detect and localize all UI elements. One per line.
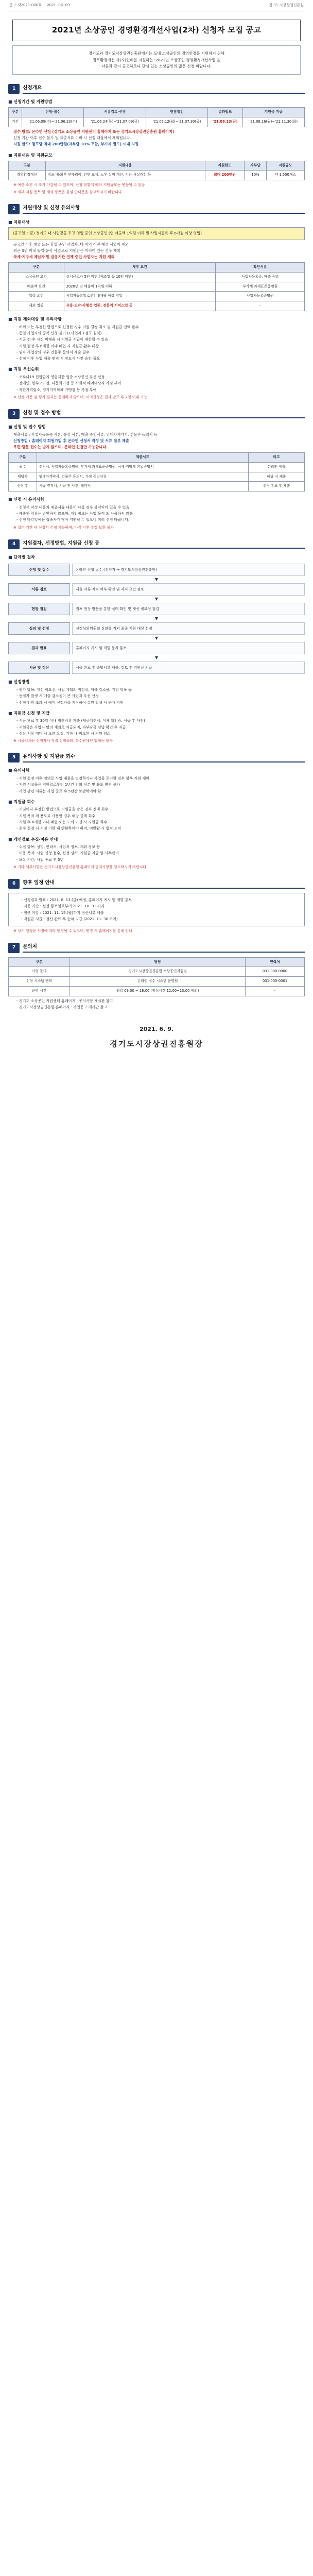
top-bar: [8, 0, 305, 11]
subsection-title: ■ 지원금 신청 및 지급: [8, 710, 305, 717]
list-item: - 경기도시장상권진흥원 홈페이지 : 사업공고 게시판 참고: [16, 1005, 305, 1010]
subsection-title: ■ 신청기간 및 지원방법: [8, 99, 305, 105]
subsection-title: ■ 지원 우선순위: [8, 366, 305, 372]
list-item: - 제출된 서류는 반환하지 않으며, 개인정보는 사업 목적 외 사용하지 않음: [16, 511, 305, 516]
info-line: 신청 기간 이후 접수 불가 및 제출서류 미비 시 선정 대상에서 제외됩니다.: [13, 135, 131, 141]
list-item: - 정산 마감 : 2021. 11. 15.(월)까지 정산서류 제출: [21, 910, 300, 916]
table-header: 신청·접수: [22, 107, 83, 117]
flow-desc: 선정심의위원회 심의를 거쳐 최종 지원 대상 선정: [72, 622, 305, 635]
section-3-header: [8, 409, 305, 419]
list-item: - 지원 결정 이후 임의로 사업 내용을 변경하거나 사업을 포기할 경우 향후 지원 제한: [16, 776, 305, 781]
table-cell: 신청 시스템 문의: [9, 977, 70, 987]
list-item: - 임차 사업장의 경우 건물주 동의서 제출 필수: [16, 350, 305, 355]
intro-box: [12, 45, 301, 75]
table-header: 구분: [9, 107, 22, 117]
section-title: 신청 및 접수 방법: [23, 410, 305, 419]
flow-step: 결과 발표: [8, 642, 70, 654]
list-item: - 지원금 지급 : 정산 완료 후 순차 지급 (2021. 11. 30.까지): [21, 917, 300, 922]
table-cell: 임대차계약서, 건물주 동의서, 가점 증빙서류: [37, 472, 248, 482]
flow-desc: 온라인 신청 접수 (신청자 → 경기도시장상권진흥원): [72, 564, 305, 576]
table-cell: 부가세 과세표준증명원: [216, 282, 305, 292]
table-row: [9, 967, 305, 977]
intro-line: 경기도와 경기도시장상권진흥원에서는 도내 소상공인의 경영안정을 지원하기 위해: [89, 50, 224, 56]
table-cell: -: [216, 301, 305, 311]
table-cell: 업력 요건: [9, 292, 64, 301]
table-header: 제출서류: [37, 452, 248, 462]
list-item: - 보유 기간: 사업 종료 후 5년: [16, 857, 305, 862]
table-cell: 온라인 접수 시스템 운영팀: [70, 977, 246, 987]
section-number: 1: [8, 84, 20, 94]
list-item: - 지원 목적 외 용도로 사용한 경우 해당 금액 회수: [16, 814, 305, 819]
flow-step: 심의 및 선정: [8, 622, 70, 635]
table-row: [9, 117, 305, 127]
list-item: - 이용 목적: 사업 신청 접수, 선정 심사, 지원금 지급 및 사후관리: [16, 851, 305, 856]
list-item: - 수집 항목: 성명, 연락처, 사업자 정보, 계좌 정보 등: [16, 844, 305, 850]
table-cell: 해당 시 제출: [249, 472, 305, 482]
subsection-title: ■ 지원대상: [8, 219, 305, 226]
table-cell: 최대 200만원: [205, 171, 245, 180]
section-title: 문의처: [23, 943, 305, 953]
table-cell: 해당자: [9, 472, 37, 482]
table-cell: 경기도시장상권진흥원 소상공인지원팀: [70, 967, 246, 977]
table-cell: 031-000-0000: [246, 967, 305, 977]
note-line: ※ 상기 일정은 사정에 따라 변경될 수 있으며, 변경 시 홈페이지를 통해 안내: [13, 929, 132, 934]
subsection-title: ■ 유의사항: [8, 768, 305, 774]
subsection-title: ■ 지원금 회수: [8, 799, 305, 805]
table-header: 확인서류: [216, 262, 305, 272]
table-header: 구분: [9, 262, 64, 272]
flow-step: 서류 검토: [8, 583, 70, 596]
section-5-header: [8, 753, 305, 762]
table-cell: '21.08.16(월)~'21.11.30(화): [242, 117, 304, 127]
table-row: [9, 301, 305, 311]
flow-step: 신청 및 접수: [8, 564, 70, 576]
list-item: - 시공 완료 후 30일 이내 정산서류 제출 (세금계산서, 이체 확인증, 시공 후 사진): [16, 718, 305, 723]
flow-step: 현장 점검: [8, 603, 70, 615]
table-cell: 선정 통보 후 제출: [249, 482, 305, 492]
table-row: [9, 462, 305, 472]
list-item: - 선정결과 발표 : 2021. 8. 13.(금) 예정, 홈페이지 게시 및 개별 통보: [21, 897, 300, 903]
list-item: - 사업 관련 서류는 사업 종료 후 5년간 보관하여야 함: [16, 789, 305, 794]
table-row: [9, 171, 305, 180]
section-4-header: [8, 539, 305, 549]
flow-desc: 시공 완료 후 증빙서류 제출, 검토 후 지원금 지급: [72, 662, 305, 674]
section-number: 2: [8, 204, 20, 214]
list-item: - 거짓이나 부정한 방법으로 지원금을 받은 경우 전액 회수: [16, 807, 305, 812]
page-title: 2021년 소상공인 경영환경개선사업(2차) 신청자 모집 공고: [12, 20, 301, 41]
list-item: - 신청서 작성 내용과 제출서류 내용이 다를 경우 불이익이 있을 수 있음: [16, 505, 305, 510]
subsection-title: ■ 단계별 절차: [8, 554, 305, 561]
section-7-header: [8, 943, 305, 953]
table-cell: 사업자등록증명원: [216, 292, 305, 301]
issuer-name: 경기도시장상권진흥원: [269, 3, 304, 8]
list-item: - 회수 결정 시 지정 기한 내 반환하여야 하며, 미반환 시 법적 조치: [16, 826, 305, 831]
list-item: - 정산 서류 미비 시 보완 요청, 기한 내 미보완 시 지원 취소: [16, 731, 305, 736]
footer-org: 경기도시장상권진흥원장: [110, 1039, 203, 1049]
table-header: 지원한도: [205, 161, 245, 171]
arrow-down-icon: ▼: [154, 636, 159, 641]
table-row: [9, 282, 305, 292]
table-cell: 2020년 연 매출액 1억원 이하: [64, 282, 216, 292]
list-item: - 경기도 소상공인 지원센터 홈페이지 : 공지사항 게시판 참고: [16, 998, 305, 1004]
arrow-down-icon: ▼: [154, 577, 159, 582]
list-item: - 지원 시설물은 지원일로부터 1년간 임의 처분 및 용도 변경 불가: [16, 782, 305, 787]
table-cell: 10%: [245, 171, 266, 180]
table-cell: 031-000-0001: [246, 977, 305, 987]
arrow-down-icon: ▼: [154, 655, 159, 660]
note-line: ※ 선정 기준 및 평가 결과는 공개하지 않으며, 이의신청은 결과 발표 후 7일 이내 가능: [13, 395, 148, 399]
table-cell: '21.08.13(금): [208, 117, 242, 127]
info-line: 공고일 이후 폐업 또는 휴업 중인 사업자, 타 지역 이전 예정 사업자 제외: [13, 242, 129, 247]
section-2-header: [8, 204, 305, 214]
process-flow: [8, 564, 305, 674]
table-row: [9, 472, 305, 482]
table-row: [9, 292, 305, 301]
flow-desc: 제출 서류 적격 여부 확인 및 자격 요건 검토: [72, 583, 305, 596]
section-1-header: [8, 84, 305, 94]
table-header: 비고: [249, 452, 305, 462]
table-header: 서류검토·선정: [84, 107, 146, 117]
note-line: ※ 세부 지원 품목 및 제외 품목은 붙임 안내문을 참고하시기 바랍니다.: [13, 190, 123, 195]
table-cell: '21.06.24(목)~'21.07.09(금): [84, 117, 146, 127]
table-cell: 평일 09:00 ~ 18:00 (점심시간 12:00~13:00 제외): [70, 987, 246, 996]
table-cell: 사업 문의: [9, 967, 70, 977]
table-cell: 상시근로자 5인 미만 (제조업 등 10인 미만): [64, 272, 216, 282]
list-item: - 지원 후 6개월 이내 폐업 또는 도외 이전 시 지원금 회수: [16, 820, 305, 825]
flow-row: [8, 662, 305, 674]
table-cell: 선정 후: [9, 482, 37, 492]
section-number: 7: [8, 943, 20, 953]
section-number: 6: [8, 879, 20, 889]
table-cell: 점포 내·외부 인테리어, 간판 교체, 노후 설비 개선, 기타 시설개선 등: [45, 171, 205, 180]
info-line: 지원 한도: 점포당 최대 200만원(자부담 10% 포함, 부가세 별도) 이내 지원: [13, 142, 138, 147]
section-number: 3: [8, 409, 20, 419]
subsection-title: ■ 선정방법: [8, 679, 305, 685]
section-number: 5: [8, 753, 20, 762]
documents-table: [8, 452, 305, 492]
table-row: [9, 482, 305, 492]
table-cell: '21.07.12(월)~'21.07.30(금): [146, 117, 207, 127]
table-cell: 사업자등록일로부터 6개월 이상 영업: [64, 292, 216, 301]
list-item: - 장애인, 한부모가정, 다문화가정 등 사회적 배려대상자 가점 부여: [16, 381, 305, 386]
schedule-box: [8, 893, 305, 926]
table-cell: 기간: [9, 117, 22, 127]
subsection-title: ■ 지원내용 및 지원규모: [8, 152, 305, 159]
table-header: 지원규모: [266, 161, 304, 171]
flow-row: [8, 642, 305, 654]
table-cell: 유흥·도박·사행성 업종, 전문직 서비스업 등: [64, 301, 216, 311]
section-title: 유의사항 및 지원금 회수: [23, 753, 305, 762]
table-cell: 필수: [9, 462, 37, 472]
intro-line: 다음과 같이 공고하오니 관심 있는 소상공인의 많은 신청 바랍니다.: [101, 64, 212, 69]
table-cell: -: [246, 987, 305, 996]
list-item: - 코로나19 집합금지·영업제한 업종 소상공인 우선 선정: [16, 375, 305, 380]
eligibility-table: [8, 262, 305, 311]
table-cell: 제외 업종: [9, 301, 64, 311]
list-item: - 신청 마감일에는 접속자가 많아 지연될 수 있으니 미리 신청 바랍니다.: [16, 517, 305, 522]
list-item: - 동일 사업자의 중복 신청 불가 (1사업자 1점포 원칙): [16, 331, 305, 336]
arrow-down-icon: ▼: [154, 616, 159, 621]
subsection-title: ■ 개인정보 수집·이용 안내: [8, 837, 305, 843]
table-header: 연락처: [246, 957, 305, 967]
table-row: [9, 987, 305, 996]
arrow-down-icon: ▼: [154, 596, 159, 601]
table-header: 구분: [9, 957, 70, 967]
table-cell: 시공 견적서, 시공 전 사진, 계약서: [37, 482, 248, 492]
table-header: 지원내용: [45, 161, 205, 171]
flow-row: [8, 603, 305, 615]
note-line: ※ 예산 소진 시 조기 마감될 수 있으며, 신청 현황에 따라 지원규모는 변동될 수 있음: [13, 183, 145, 188]
info-line: 제출서류 : 사업자등록증 사본, 통장 사본, 매출 증빙서류, 임대차계약서, 건물주 동의서 등: [13, 432, 158, 437]
subsection-title: ■ 신청 시 유의사항: [8, 497, 305, 503]
table-header: 자부담: [245, 161, 266, 171]
subsection-title: ■ 신청 및 접수 방법: [8, 424, 305, 430]
list-item: - 시공 전·후 사진 미제출 시 지원금 지급이 제한될 수 있음: [16, 337, 305, 342]
table-row: [9, 272, 305, 282]
info-line: 최근 3년 이내 동일·유사 사업으로 지원받은 이력이 있는 경우 제외: [13, 248, 120, 253]
flow-row: [8, 622, 305, 635]
table-cell: 사업자등록증, 매출 증빙: [216, 272, 305, 282]
info-line: 우편·방문 접수는 받지 않으며, 온라인 신청만 가능합니다.: [13, 445, 108, 450]
table-cell: 경영환경개선: [9, 171, 46, 180]
list-item: - 허위 또는 부정한 방법으로 신청한 경우 지원 결정 취소 및 지원금 전액 환수: [16, 325, 305, 330]
note-line: ※ 기타 세부사항은 경기도시장상권진흥원 홈페이지 공지사항을 참고하시기 바랍니다.: [13, 865, 148, 869]
table-header: 담당: [70, 957, 246, 967]
notice-number: 공고 제2021-000호: [9, 3, 42, 8]
schedule-table: [8, 107, 305, 127]
subsection-title: ■ 지원 제외대상 및 유의사항: [8, 316, 305, 323]
list-item: - 착한가격업소, 경기지역화폐 가맹점 등 가점 부여: [16, 387, 305, 393]
info-line: 접수 방법: 온라인 신청 (경기도 소상공인 지원센터 홈페이지 또는 경기도시장상권진흥원 홈페이지): [13, 129, 175, 134]
note-line: ※ 시공업체는 신청자가 직접 선정하되, 특수관계인 업체는 불가: [13, 739, 113, 743]
section-title: 지원절차, 선정방법, 지원금 신청 등: [23, 540, 305, 549]
table-header: 지원금 지급: [242, 107, 304, 117]
table-row: [9, 977, 305, 987]
list-item: - 선정 이후 사업 내용 변경 시 반드시 사전 승인 필요: [16, 356, 305, 361]
list-item: - 동점자 발생 시 매출 감소율이 큰 사업자 우선 선정: [16, 693, 305, 699]
table-cell: 매출액 요건: [9, 282, 64, 292]
table-header: 구분: [9, 161, 46, 171]
table-header: 세부 요건: [64, 262, 216, 272]
note-line: ※ 접수 기간 내 신청서 수정 가능하며, 마감 이후 수정·보완 불가: [13, 525, 114, 530]
section-number: 4: [8, 539, 20, 549]
table-cell: 신청서, 사업자등록증명원, 부가세 과세표준증명원, 국세·지방세 완납증명서: [37, 462, 248, 472]
list-item: - 지원 결정 후 6개월 이내 폐업 시 지원금 환수 대상: [16, 344, 305, 349]
list-item: - 시공 기간 : 선정 통보일로부터 2021. 10. 31.까지: [21, 904, 300, 909]
table-header: 현장점검: [146, 107, 207, 117]
support-table: [8, 161, 305, 181]
flow-desc: 홈페이지 게시 및 개별 문자 통보: [72, 642, 305, 654]
intro-line: 점포환경개선 사(시)업비를 지원하는 ‘2021년 소상공인 경영환경개선사업’을: [92, 57, 221, 62]
table-cell: 온라인 제출: [249, 462, 305, 472]
table-cell: 운영 시간: [9, 987, 70, 996]
footer-date: 2021. 6. 9.: [139, 1026, 174, 1033]
flow-step: 시공 및 정산: [8, 662, 70, 674]
flow-row: [8, 564, 305, 576]
table-header: 구분: [9, 452, 37, 462]
table-cell: '21.06.09(수)~'21.06.23(수): [22, 117, 83, 127]
flow-desc: 점포 현장 방문을 통한 실태 확인 및 개선 필요성 점검: [72, 603, 305, 615]
table-header: 결과발표: [208, 107, 242, 117]
list-item: - 선정 인원 초과 시 예비 선정자를 지정하여 결원 발생 시 순차 지원: [16, 700, 305, 705]
flow-row: [8, 583, 305, 596]
section-title: 신청개요: [23, 84, 305, 94]
list-item: - 지원금은 사업자 명의 계좌로 지급되며, 자부담금 선납 확인 후 지급: [16, 725, 305, 730]
notice-date: 2021. 06. 09: [46, 3, 70, 8]
section-6-header: [8, 879, 305, 889]
section-title: 향후 일정 안내: [23, 879, 305, 889]
list-item: - 평가 항목: 개선 필요성, 사업 계획의 적정성, 매출 감소율, 가점 항목 등: [16, 687, 305, 692]
contact-table: [8, 957, 305, 996]
table-cell: 약 1,500개소: [266, 171, 304, 180]
info-line: 국세·지방세 체납자 및 금융기관 연체 중인 사업자는 지원 제외: [13, 255, 115, 260]
eligibility-highlight: (공고일 기준) 경기도 내 사업장을 두고 영업 중인 소상공인 (연 매출액 1억원 이하 및 사업자등록 후 6개월 이상 영업): [8, 227, 305, 240]
section-title: 지원대상 및 신청 유의사항: [23, 205, 305, 214]
table-cell: 소상공인 요건: [9, 272, 64, 282]
info-line: 신청방법 : 홈페이지 회원가입 후 온라인 신청서 작성 및 서류 첨부 제출: [13, 438, 129, 444]
